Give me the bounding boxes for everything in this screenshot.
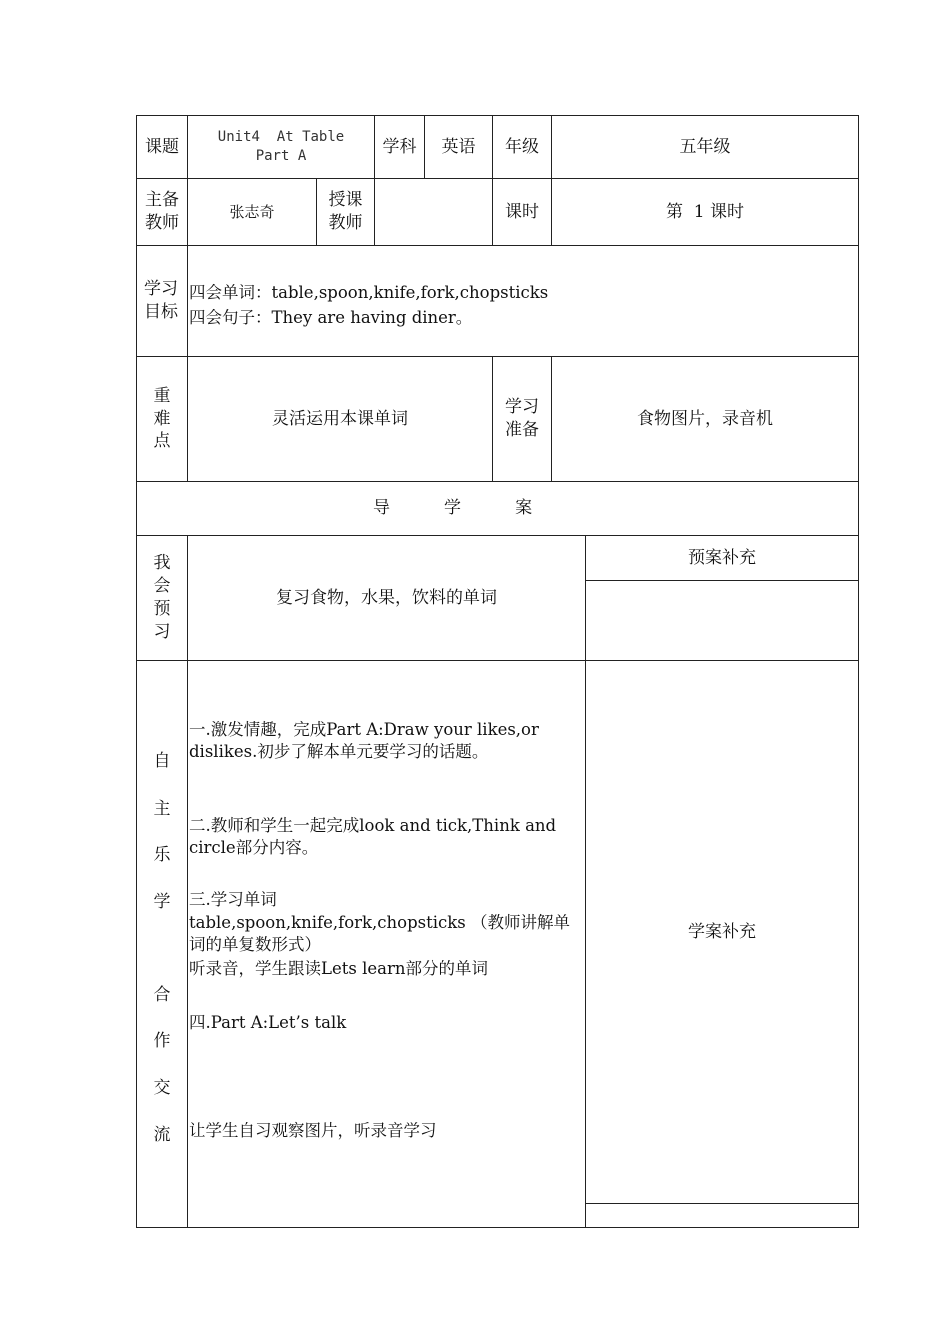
step2-text: 二.教师和学生一起完成look and tick,Think and circle部分内容。 xyxy=(189,816,557,857)
goals-line2: 四会句子：They are having diner。 xyxy=(189,308,473,327)
goals-label: 学习目标 xyxy=(144,279,178,322)
guide-title: 导 学 案 xyxy=(373,498,533,519)
main-label-char: 流 xyxy=(153,1125,171,1145)
main-label-char: 主 xyxy=(153,799,171,819)
main-label-char: 乐 xyxy=(153,845,171,865)
topic-line2: Part A xyxy=(255,148,307,164)
teacher-value xyxy=(375,179,492,245)
step1-text: 一.激发情趣，完成Part A:Draw your likes,or dislikes.初步了解本单元要学习的话题。 xyxy=(189,720,539,761)
step4-text: 四.Part A:Let’s talk xyxy=(189,1013,347,1032)
preview-supplement-label: 预案补充 xyxy=(688,547,756,568)
subject-value: 英语 xyxy=(441,136,476,157)
preview-content: 复习食物，水果，饮料的单词 xyxy=(276,587,497,608)
step3-listen: 听录音，学生跟读Lets learn部分的单词 xyxy=(189,959,488,978)
step3-words: table,spoon,knife,fork,chopsticks （教师讲解单词的单复数形式） xyxy=(189,913,570,954)
table-border xyxy=(136,1227,859,1228)
main-label-char: 作 xyxy=(153,1031,171,1051)
period-label: 课时 xyxy=(505,201,539,222)
main-label-char: 学 xyxy=(153,892,171,912)
row-divider xyxy=(585,1203,859,1204)
main-label-char: 交 xyxy=(153,1078,171,1098)
subject-label: 学科 xyxy=(382,136,417,157)
main-label-char: 合 xyxy=(153,985,171,1005)
main-label-char: 自 xyxy=(153,751,171,771)
prep-value: 食物图片，录音机 xyxy=(637,408,773,429)
topic-value xyxy=(188,116,374,178)
step4-detail: 让学生自习观察图片，听录音学习 xyxy=(189,1121,437,1140)
table-border xyxy=(136,115,137,1228)
topic-line1: Unit4 At Table xyxy=(217,129,345,146)
preview-label: 我会预习 xyxy=(153,553,171,642)
key-points-value: 灵活运用本课单词 xyxy=(272,408,408,429)
study-supplement-label: 学案补充 xyxy=(688,921,756,942)
period-value: 第 1 课时 xyxy=(665,201,745,222)
goals-line1: 四会单词：table,spoon,knife,fork,chopsticks xyxy=(189,283,549,302)
row-divider xyxy=(136,245,859,246)
lead-teacher-value: 张志奇 xyxy=(229,202,275,221)
topic-label: 课题 xyxy=(145,136,179,157)
grade-value: 五年级 xyxy=(679,136,731,157)
lead-teacher-label: 主备教师 xyxy=(145,190,179,233)
table-border xyxy=(858,115,859,1228)
prep-label: 学习准备 xyxy=(505,397,539,440)
step3-title: 三.学习单词 xyxy=(189,890,277,909)
row-divider xyxy=(585,580,859,581)
grade-label: 年级 xyxy=(505,136,539,157)
key-points-label: 重难点 xyxy=(153,385,171,452)
teacher-label: 授课教师 xyxy=(328,190,363,233)
col-divider xyxy=(492,356,493,481)
